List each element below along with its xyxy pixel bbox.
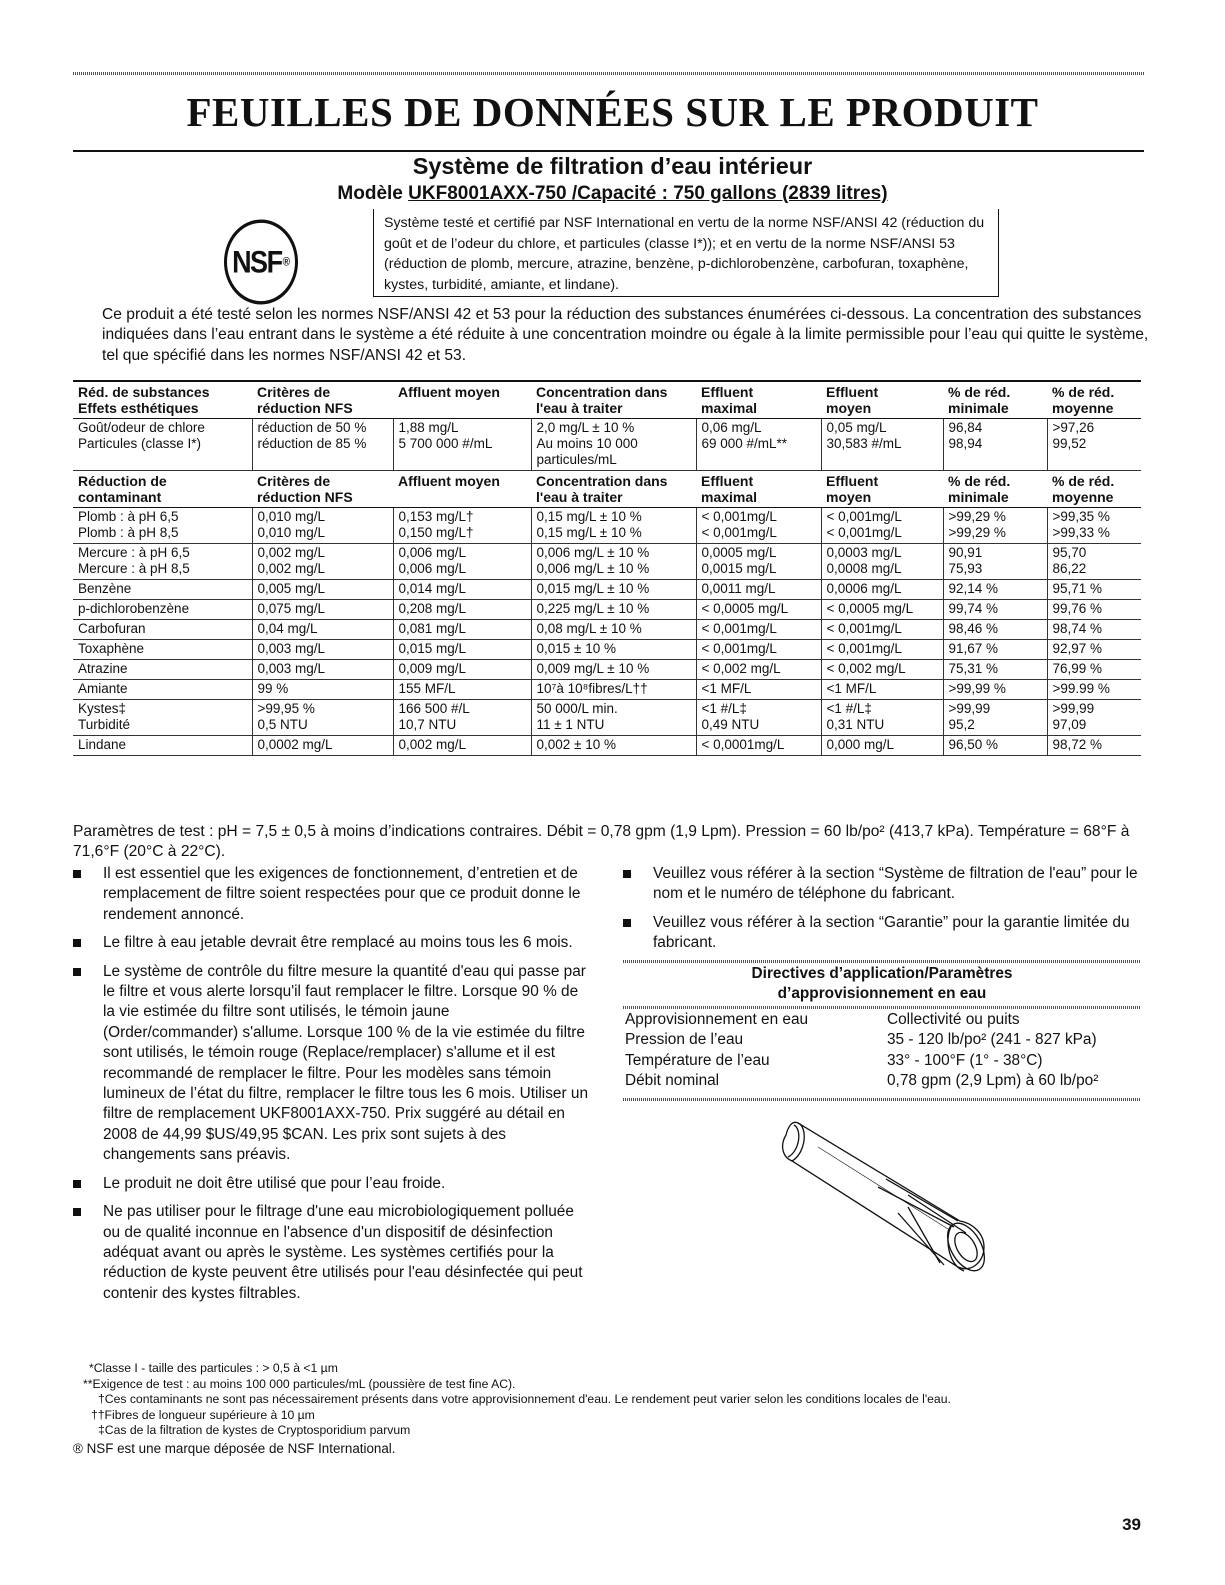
directives-row	[623, 1071, 1141, 1091]
performance-data-table	[73, 380, 1141, 756]
table-cell: 0,009 mg/L	[393, 660, 531, 680]
directives-title-line2: d’approvisionnement en eau	[777, 985, 987, 1002]
table-cell: 99 %	[252, 680, 393, 700]
table-cell: 95,71 %	[1047, 580, 1141, 600]
table-cell: < 0,001mg/L < 0,001mg/L	[696, 508, 821, 544]
table-cell: 0,075 mg/L	[252, 600, 393, 620]
table-header-cell: Réd. de substances Effets esthétiques	[73, 381, 252, 419]
table-cell: 0,0006 mg/L	[821, 580, 943, 600]
footnotes	[73, 1361, 1153, 1456]
table-row	[73, 580, 1141, 600]
directives-label: Pression de l’eau	[625, 1031, 744, 1049]
table-cell: 92,97 %	[1047, 640, 1141, 660]
table-cell: 166 500 #/L 10,7 NTU	[393, 700, 531, 736]
table-row	[73, 620, 1141, 640]
directives-row	[623, 1051, 1141, 1071]
table-cell: 99,76 %	[1047, 600, 1141, 620]
table-cell: 95,70 86,22	[1047, 544, 1141, 580]
table-cell: <1 #/L‡ 0,31 NTU	[821, 700, 943, 736]
table-cell: 0,015 ± 10 %	[531, 640, 696, 660]
table-cell: 98,46 %	[943, 620, 1047, 640]
table-header-row	[73, 471, 1141, 508]
bullet-item: Veuillez vous référer à la section “Garantie” pour la garantie limitée du fabricant.	[623, 913, 1138, 954]
table-header-cell: % de réd. moyenne	[1047, 381, 1141, 419]
bullet-list-left	[73, 864, 588, 1312]
intro-paragraph: Ce produit a été testé selon les normes NSF/ANSI 42 et 53 pour la réduction des substances énumérées ci-dessous. La concentration des substances indiquées dans l’eau entrant dans le système a été réduite à une concentration moindre ou égale à la limite permissible pour l’eau qui quitte le système, tel que spécifié dans les normes NSF/ANSI 42 et 53.	[102, 306, 1149, 364]
table-cell: < 0,0005 mg/L	[696, 600, 821, 620]
table-cell: < 0,001mg/L	[696, 620, 821, 640]
table-cell: 0,006 mg/L ± 10 % 0,006 mg/L ± 10 %	[531, 544, 696, 580]
model-capacity: UKF8001AXX-750 /Capacité : 750 gallons (2839 litres)	[408, 183, 888, 204]
table-header-cell: Effluent moyen	[821, 471, 943, 508]
table-cell: 0,225 mg/L ± 10 %	[531, 600, 696, 620]
footnote: ‡Cas de la filtration de kystes de Cryptosporidium parvum	[98, 1423, 411, 1437]
bullet-list-right	[623, 864, 1138, 962]
system-title: Système de filtration d’eau intérieur	[412, 153, 813, 179]
table-cell: 0,006 mg/L 0,006 mg/L	[393, 544, 531, 580]
page-title: FEUILLES DE DONNÉES SUR LE PRODUIT	[186, 89, 1039, 135]
table-cell: 98,72 %	[1047, 736, 1141, 756]
directives-table	[623, 1010, 1141, 1092]
table-cell: 0,08 mg/L ± 10 %	[531, 620, 696, 640]
table-cell: 0,081 mg/L	[393, 620, 531, 640]
table-row	[73, 508, 1141, 544]
table-cell: >99,95 % 0,5 NTU	[252, 700, 393, 736]
directives-title	[623, 964, 1141, 1004]
table-cell: 90,91 75,93	[943, 544, 1047, 580]
directives-mid-rule	[623, 1006, 1141, 1009]
table-header-cell: Effluent maximal	[696, 381, 821, 419]
table-row	[73, 640, 1141, 660]
table-cell: 10⁷à 10⁸fibres/L††	[531, 680, 696, 700]
table-header-row	[73, 381, 1141, 419]
footnote: *Classe I - taille des particules : > 0,5 à <1 µm	[89, 1361, 338, 1375]
table-cell: 0,0002 mg/L	[252, 736, 393, 756]
table-cell: Kystes‡ Turbidité	[73, 700, 252, 736]
table-cell: < 0,002 mg/L	[821, 660, 943, 680]
table-cell: 91,67 %	[943, 640, 1047, 660]
directives-top-rule	[623, 960, 1141, 963]
table-cell: 0,0003 mg/L 0,0008 mg/L	[821, 544, 943, 580]
table-cell: 76,99 %	[1047, 660, 1141, 680]
table-cell: réduction de 50 % réduction de 85 %	[252, 419, 393, 471]
top-hatch-rule	[73, 72, 1144, 75]
table-cell: 75,31 %	[943, 660, 1047, 680]
table-cell: 1,88 mg/L 5 700 000 #/mL	[393, 419, 531, 471]
bullet-item: Il est essentiel que les exigences de fonctionnement, d’entretien et de remplacement de filtre soient respectées pour que ce produit donne le rendement annoncé.	[73, 864, 588, 925]
model-line	[0, 183, 1225, 205]
table-cell: 0,05 mg/L 30,583 #/mL	[821, 419, 943, 471]
table-header-cell: Concentration dans l'eau à traiter	[531, 471, 696, 508]
table-header-cell: Affluent moyen	[393, 471, 531, 508]
table-cell: 0,153 mg/L† 0,150 mg/L†	[393, 508, 531, 544]
table-cell: Amiante	[73, 680, 252, 700]
table-cell: 0,0011 mg/L	[696, 580, 821, 600]
table-cell: >99,99 95,2	[943, 700, 1047, 736]
directives-bottom-rule	[623, 1098, 1141, 1101]
table-row	[73, 736, 1141, 756]
bullet-item: Ne pas utiliser pour le filtrage d'une eau microbiologiquement polluée ou de qualité inconnue en l'absence d'un dispositif de désinfection adéquat avant ou après le système. Les systèmes certifiés pour la réduction de kyste peuvent être utilisés pour l'eau désinfectée qui peut contenir des kystes filtrables.	[73, 1202, 588, 1304]
footnote: **Exigence de test : au moins 100 000 particules/mL (poussière de test fine AC).	[83, 1376, 516, 1391]
test-parameters: Paramètres de test : pH = 7,5 ± 0,5 à moins d’indications contraires. Débit = 0,78 gpm (1,9 Lpm). Pression = 60 lb/po² (413,7 kPa). Température = 68°F à 71,6°F (20°C à 22°C).	[73, 823, 1130, 861]
directives-title-line1: Directives d’application/Paramètres	[751, 965, 1013, 982]
table-cell: >99,99 97,09	[1047, 700, 1141, 736]
table-cell: < 0,0005 mg/L	[821, 600, 943, 620]
table-cell: >99,35 % >99,33 %	[1047, 508, 1141, 544]
directives-value: Collectivité ou puits	[887, 1011, 1020, 1028]
table-cell: < 0,002 mg/L	[696, 660, 821, 680]
footnote: ††Fibres de longueur supérieure à 10 µm	[91, 1407, 315, 1422]
table-cell: 0,000 mg/L	[821, 736, 943, 756]
table-header-cell: % de réd. moyenne	[1047, 471, 1141, 508]
table-header-cell: % de réd. minimale	[943, 471, 1047, 508]
nsf-logo-text: NSF	[232, 244, 282, 279]
table-cell: 50 000/L min. 11 ± 1 NTU	[531, 700, 696, 736]
table-cell: 0,04 mg/L	[252, 620, 393, 640]
table-cell: 0,015 mg/L	[393, 640, 531, 660]
table-row	[73, 419, 1141, 471]
table-cell: 0,015 mg/L ± 10 %	[531, 580, 696, 600]
table-cell: <1 MF/L	[696, 680, 821, 700]
table-cell: 0,15 mg/L ± 10 % 0,15 mg/L ± 10 %	[531, 508, 696, 544]
table-row	[73, 600, 1141, 620]
table-row	[73, 680, 1141, 700]
table-cell: 0,002 mg/L 0,002 mg/L	[252, 544, 393, 580]
bullet-item: Le filtre à eau jetable devrait être remplacé au moins tous les 6 mois.	[73, 933, 588, 953]
table-cell: Mercure : à pH 6,5 Mercure : à pH 8,5	[73, 544, 252, 580]
footnote: †Ces contaminants ne sont pas nécessairement présents dans votre approvisionnement d'eau. Le rendement peut varier selon les conditions locales de l'eau.	[98, 1392, 951, 1406]
table-cell: 0,010 mg/L 0,010 mg/L	[252, 508, 393, 544]
table-cell: 0,06 mg/L 69 000 #/mL**	[696, 419, 821, 471]
certification-box: Système testé et certifié par NSF International en vertu de la norme NSF/ANSI 42 (réduction du goût et de l’odeur du chlore, et particules (classe I*)); et en vertu de la norme NSF/ANSI 53 (réduction de plomb, mercure, atrazine, benzène, p-dichlorobenzène, carbofuran, toxaphène, kystes, turbidité, amiante, et lindane).	[373, 209, 999, 297]
table-header-cell: Effluent maximal	[696, 471, 821, 508]
model-prefix: Modèle	[337, 183, 409, 204]
table-cell: 99,74 %	[943, 600, 1047, 620]
table-header-cell: Affluent moyen	[393, 381, 531, 419]
bullet-item: Le produit ne doit être utilisé que pour l’eau froide.	[73, 1174, 588, 1194]
title-rule	[73, 150, 1144, 152]
table-cell: 98,74 %	[1047, 620, 1141, 640]
page-number: 39	[1122, 1515, 1141, 1534]
table-cell: 96,50 %	[943, 736, 1047, 756]
directives-row	[623, 1010, 1141, 1030]
table-cell: 0,014 mg/L	[393, 580, 531, 600]
table-cell: 0,003 mg/L	[252, 640, 393, 660]
table-cell: Lindane	[73, 736, 252, 756]
table-cell: 0,009 mg/L ± 10 %	[531, 660, 696, 680]
directives-value: 33° - 100°F (1° - 38°C)	[887, 1051, 1043, 1069]
table-cell: Goût/odeur de chlore Particules (classe I*)	[73, 419, 252, 471]
table-cell: Toxaphène	[73, 640, 252, 660]
table-cell: 0,003 mg/L	[252, 660, 393, 680]
table-cell: <1 MF/L	[821, 680, 943, 700]
table-header-cell: Critères de réduction NFS	[252, 471, 393, 508]
table-cell: < 0,001mg/L	[696, 640, 821, 660]
directives-value: 35 - 120 lb/po² (241 - 827 kPa)	[887, 1031, 1097, 1049]
table-cell: 0,0005 mg/L 0,0015 mg/L	[696, 544, 821, 580]
table-cell: 0,002 ± 10 %	[531, 736, 696, 756]
directives-value: 0,78 gpm (2,9 Lpm) à 60 lb/po²	[887, 1072, 1099, 1090]
table-cell: < 0,0001mg/L	[696, 736, 821, 756]
table-cell: 155 MF/L	[393, 680, 531, 700]
table-cell: p-dichlorobenzène	[73, 600, 252, 620]
table-header-cell: Effluent moyen	[821, 381, 943, 419]
table-header-cell: Réduction de contaminant	[73, 471, 252, 508]
table-row	[73, 700, 1141, 736]
table-header-cell: % de réd. minimale	[943, 381, 1047, 419]
table-cell: >99,29 % >99,29 %	[943, 508, 1047, 544]
bullet-item: Veuillez vous référer à la section “Système de filtration de l'eau” pour le nom et le numéro de téléphone du fabricant.	[623, 864, 1138, 905]
table-cell: 2,0 mg/L ± 10 % Au moins 10 000 particules/mL	[531, 419, 696, 471]
table-cell: < 0,001mg/L	[821, 620, 943, 640]
table-cell: 96,84 98,94	[943, 419, 1047, 471]
table-cell: >99.99 %	[1047, 680, 1141, 700]
table-cell: >97,26 99,52	[1047, 419, 1141, 471]
directives-row	[623, 1030, 1141, 1050]
table-cell: <1 #/L‡ 0,49 NTU	[696, 700, 821, 736]
table-cell: 92,14 %	[943, 580, 1047, 600]
table-row	[73, 660, 1141, 680]
table-cell: 0,005 mg/L	[252, 580, 393, 600]
table-header-cell: Critères de réduction NFS	[252, 381, 393, 419]
table-cell: Plomb : à pH 6,5 Plomb : à pH 8,5	[73, 508, 252, 544]
water-filter-cartridge-icon	[758, 1117, 998, 1292]
table-cell: 0,208 mg/L	[393, 600, 531, 620]
footnote: ® NSF est une marque déposée de NSF International.	[73, 1440, 396, 1456]
directives-label: Approvisionnement en eau	[625, 1011, 809, 1028]
nsf-registered-mark: ®	[282, 255, 290, 269]
table-row	[73, 544, 1141, 580]
table-cell: Atrazine	[73, 660, 252, 680]
table-cell: Carbofuran	[73, 620, 252, 640]
table-cell: < 0,001mg/L	[821, 640, 943, 660]
bullet-item: Le système de contrôle du filtre mesure la quantité d'eau qui passe par le filtre et vous alerte lorsqu'il faut remplacer le filtre. Lorsque 90 % de la vie estimée du filtre sont utilisés, le témoin jaune (Order/commander) s'allume. Lorsque 100 % de la vie estimée du filtre sont utilisés, le témoin rouge (Replace/remplacer) s'allume et il est recommandé de remplacer le filtre. Pour les modèles sans témoin lumineux de l’état du filtre, remplacer le filtre tous les 6 mois. Utiliser un filtre de remplacement UKF8001AXX-750. Prix suggéré au détail en 2008 de 44,99 $US/49,95 $CAN. Les prix sont sujets à des changements sans préavis.	[73, 962, 588, 1166]
nsf-logo-icon	[224, 219, 298, 304]
directives-label: Débit nominal	[625, 1072, 720, 1090]
table-cell: >99,99 %	[943, 680, 1047, 700]
table-cell: Benzène	[73, 580, 252, 600]
table-cell: < 0,001mg/L < 0,001mg/L	[821, 508, 943, 544]
table-cell: 0,002 mg/L	[393, 736, 531, 756]
directives-label: Température de l’eau	[625, 1051, 770, 1069]
table-header-cell: Concentration dans l'eau à traiter	[531, 381, 696, 419]
